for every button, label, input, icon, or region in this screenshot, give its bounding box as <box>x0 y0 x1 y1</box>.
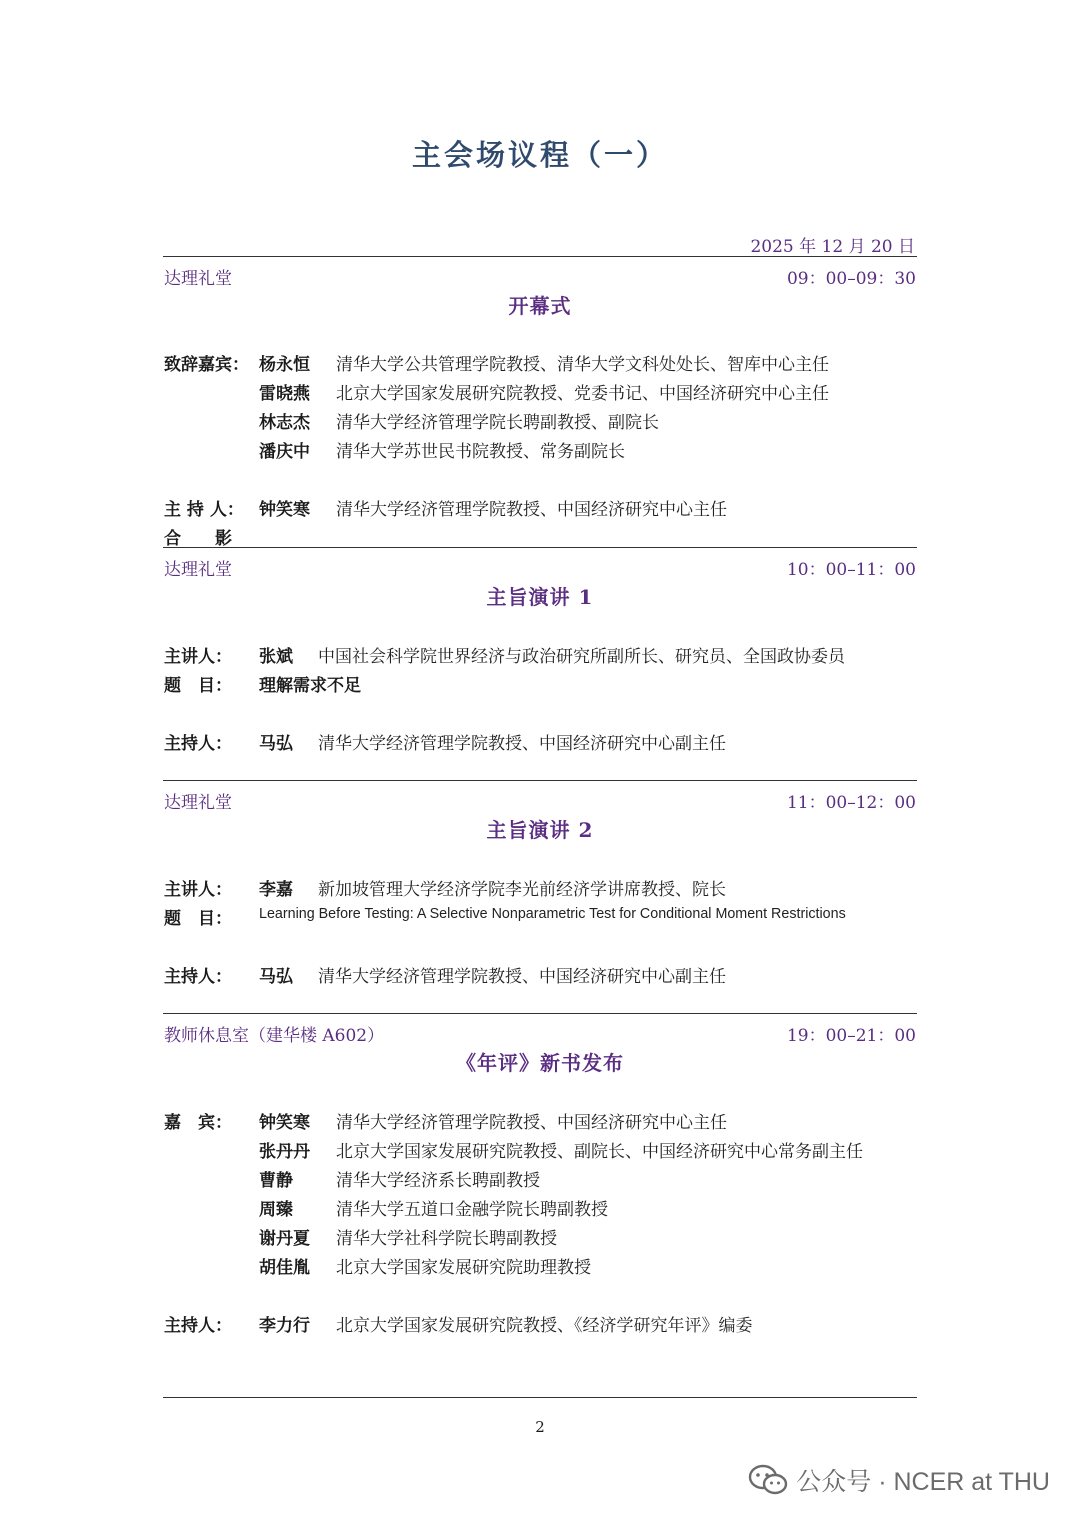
agenda-date: 2025 年 12 月 20 日 <box>750 237 915 257</box>
divider <box>163 780 917 781</box>
divider <box>163 256 917 257</box>
page-title: 主会场议程（一） <box>411 138 668 172</box>
venue: 教师休息室（建华楼 A602） <box>164 1026 385 1046</box>
speech-guests-label: 致辞嘉宾： <box>164 355 249 375</box>
keynote-speaker-title: 新加坡管理大学经济学院李光前经济学讲席教授、院长 <box>318 880 726 900</box>
venue: 达理礼堂 <box>164 560 232 580</box>
venue: 达理礼堂 <box>164 269 232 289</box>
page-number: 2 <box>535 1418 545 1436</box>
group-photo-label: 合 影 <box>164 529 232 549</box>
keynote-speaker-label: 主讲人： <box>164 880 232 900</box>
topic-label: 题 目： <box>164 909 232 929</box>
host-label: 主持人： <box>164 967 232 987</box>
venue: 达理礼堂 <box>164 793 232 813</box>
guests-label: 嘉 宾： <box>164 1113 232 1133</box>
speaker-name: 雷晓燕 <box>259 384 310 404</box>
session-time: 09：00–09：30 <box>786 269 916 289</box>
guest-title: 北京大学国家发展研究院助理教授 <box>336 1258 591 1278</box>
wechat-icon <box>748 1464 788 1496</box>
divider <box>163 1397 917 1398</box>
keynote-speaker-label: 主讲人： <box>164 647 232 667</box>
watermark-text: 公众号 · NCER at THU <box>796 1468 1050 1496</box>
guest-name: 曹静 <box>259 1171 293 1191</box>
speaker-name: 林志杰 <box>259 413 310 433</box>
host-title: 北京大学国家发展研究院教授、《经济学研究年评》编委 <box>336 1316 753 1336</box>
topic-label: 题 目： <box>164 676 232 696</box>
session-title: 主旨演讲 2 <box>486 818 594 842</box>
keynote-speaker-name: 李嘉 <box>259 880 293 900</box>
keynote-topic: Learning Before Testing: A Selective Nonparametric Test for Conditional Moment Restrictions <box>259 906 846 922</box>
session-title: 《年评》新书发布 <box>456 1051 624 1075</box>
session-title: 主旨演讲 1 <box>486 585 594 609</box>
divider <box>163 1013 917 1014</box>
guest-title: 清华大学经济管理学院教授、中国经济研究中心主任 <box>336 1113 727 1133</box>
guest-name: 张丹丹 <box>259 1142 310 1162</box>
watermark <box>748 1462 1050 1498</box>
session-title: 开幕式 <box>508 294 572 318</box>
guest-title: 清华大学经济系长聘副教授 <box>336 1171 540 1191</box>
speaker-name: 杨永恒 <box>259 355 310 375</box>
speaker-title: 清华大学经济管理学院长聘副教授、副院长 <box>336 413 659 433</box>
guest-name: 胡佳胤 <box>259 1258 310 1278</box>
guest-name: 钟笑寒 <box>259 1113 310 1133</box>
host-label: 主 持 人： <box>164 500 244 520</box>
speaker-name: 潘庆中 <box>259 442 310 462</box>
keynote-speaker-name: 张斌 <box>259 647 293 667</box>
host-title: 清华大学经济管理学院教授、中国经济研究中心副主任 <box>318 967 726 987</box>
speaker-title: 北京大学国家发展研究院教授、党委书记、中国经济研究中心主任 <box>336 384 829 404</box>
guest-title: 清华大学五道口金融学院长聘副教授 <box>336 1200 608 1220</box>
session-time: 11：00–12：00 <box>786 793 916 813</box>
keynote-topic: 理解需求不足 <box>259 676 361 696</box>
host-name: 李力行 <box>259 1316 310 1336</box>
host-name: 马弘 <box>259 967 293 987</box>
guest-title: 北京大学国家发展研究院教授、副院长、中国经济研究中心常务副主任 <box>336 1142 863 1162</box>
host-name: 马弘 <box>259 734 293 754</box>
session-time: 10：00–11：00 <box>786 560 916 580</box>
host-title: 清华大学经济管理学院教授、中国经济研究中心副主任 <box>318 734 726 754</box>
host-label: 主持人： <box>164 734 232 754</box>
guest-name: 周臻 <box>259 1200 293 1220</box>
guest-title: 清华大学社科学院长聘副教授 <box>336 1229 557 1249</box>
speaker-title: 清华大学公共管理学院教授、清华大学文科处处长、智库中心主任 <box>336 355 829 375</box>
guest-name: 谢丹夏 <box>259 1229 310 1249</box>
speaker-title: 清华大学苏世民书院教授、常务副院长 <box>336 442 625 462</box>
divider <box>163 547 917 548</box>
host-label: 主持人： <box>164 1316 232 1336</box>
keynote-speaker-title: 中国社会科学院世界经济与政治研究所副所长、研究员、全国政协委员 <box>318 647 845 667</box>
session-time: 19：00–21：00 <box>786 1026 916 1046</box>
host-title: 清华大学经济管理学院教授、中国经济研究中心主任 <box>336 500 727 520</box>
host-name: 钟笑寒 <box>259 500 310 520</box>
